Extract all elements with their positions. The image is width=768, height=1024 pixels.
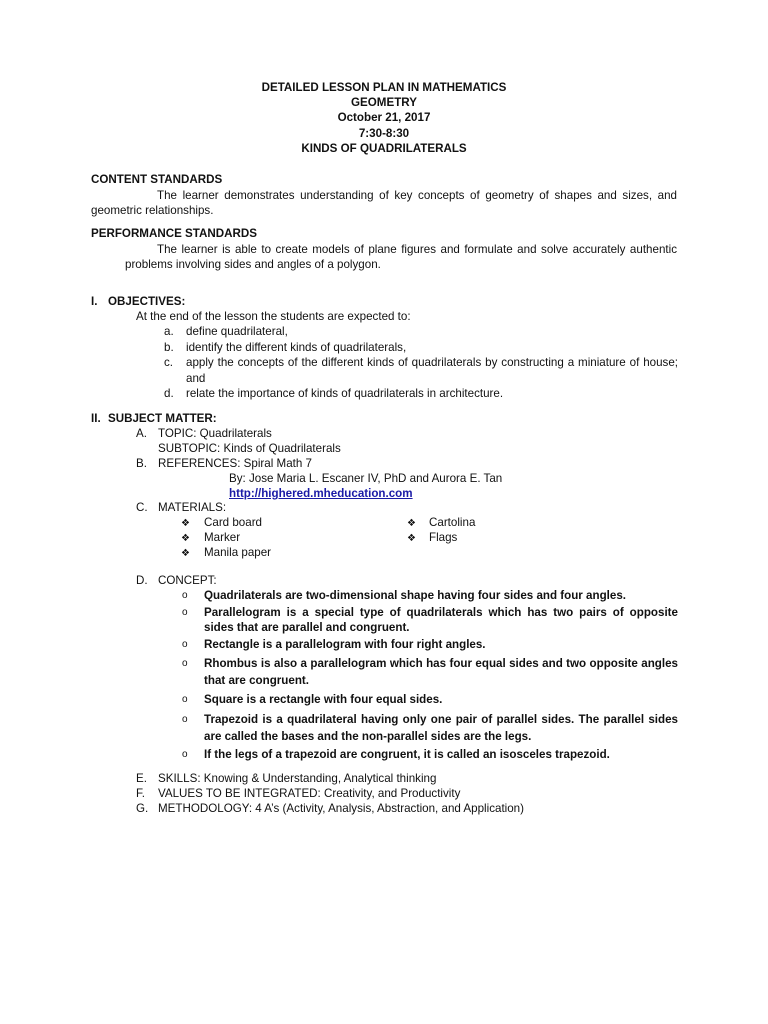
references: REFERENCES: Spiral Math 7: [158, 457, 312, 470]
objectives-number: I.: [91, 295, 98, 308]
objective-item: a. define quadrilateral,: [164, 325, 288, 338]
diamond-bullet-icon: ❖: [407, 533, 416, 544]
marker-e: E.: [136, 772, 147, 785]
subject: GEOMETRY: [351, 96, 417, 110]
time: 7:30-8:30: [358, 126, 410, 140]
material-item: Flags: [429, 531, 458, 544]
diamond-bullet-icon: ❖: [181, 533, 190, 544]
authors: By: Jose Maria L. Escaner IV, PhD and Aurora E. Tan: [229, 472, 503, 485]
content-standards-section: [91, 172, 677, 219]
concept-list: [182, 588, 678, 762]
objectives-intro: At the end of the lesson the students are expected to:: [136, 310, 411, 323]
methodology: METHODOLOGY: 4 A’s (Activity, Analysis, Abstraction, and Application): [158, 802, 524, 815]
document-header: [0, 80, 768, 156]
concept-heading: CONCEPT:: [158, 574, 217, 587]
concept-item: o Quadrilaterals are two-dimensional shape having four sides and four angles.: [182, 589, 626, 602]
concept-item: o Trapezoid is a quadrilateral having only one pair of parallel sides. The parallel sides are called the bases and the non-parallel sides are the legs.: [182, 712, 678, 743]
marker-c: C.: [136, 501, 148, 514]
marker-a: A.: [136, 427, 147, 440]
marker-f: F.: [136, 787, 146, 800]
marker-d: D.: [136, 574, 148, 587]
performance-standards-heading: PERFORMANCE STANDARDS: [91, 227, 257, 240]
topic: TOPIC: Quadrilaterals: [158, 427, 272, 440]
diamond-bullet-icon: ❖: [181, 548, 190, 559]
skills: SKILLS: Knowing & Understanding, Analytical thinking: [158, 772, 437, 785]
concept-item: o Parallelogram is a special type of quadrilaterals which has two pairs of opposite sides that are parallel and congruent.: [182, 605, 678, 634]
concept-item: o Rectangle is a parallelogram with four right angles.: [182, 637, 486, 651]
objective-item: c. apply the concepts of the different kinds of quadrilaterals by constructing a miniature of house; and: [164, 356, 678, 385]
performance-standards-text: The learner is able to create models of plane figures and formulate and solve accurately authentic problems involving sides and angles of a polygon.: [125, 242, 677, 271]
subject-matter-heading: SUBJECT MATTER:: [108, 412, 217, 425]
title: DETAILED LESSON PLAN IN MATHEMATICS: [261, 81, 507, 94]
objectives-list: [158, 324, 678, 402]
material-item: Card board: [204, 516, 263, 529]
values: VALUES TO BE INTEGRATED: Creativity, and Productivity: [158, 787, 461, 800]
date: October 21, 2017: [337, 111, 431, 125]
concept-item: o Rhombus is also a parallelogram which has four equal sides and two opposite angles that are congruent.: [182, 657, 678, 687]
subtopic: SUBTOPIC: Kinds of Quadrilaterals: [158, 442, 341, 455]
marker-g: G.: [136, 802, 149, 815]
materials-heading: MATERIALS:: [158, 501, 227, 514]
material-item: Marker: [204, 531, 241, 544]
material-item: Cartolina: [429, 516, 476, 529]
content-standards-heading: CONTENT STANDARDS: [91, 173, 223, 186]
subject-matter-number: II.: [91, 412, 101, 425]
diamond-bullet-icon: ❖: [181, 518, 190, 529]
performance-standards-section: [91, 226, 677, 273]
objectives-heading: OBJECTIVES:: [108, 295, 186, 308]
diamond-bullet-icon: ❖: [407, 518, 416, 529]
concept-item: o Square is a rectangle with four equal sides.: [182, 693, 443, 706]
lesson-title: KINDS OF QUADRILATERALS: [301, 141, 467, 155]
marker-b: B.: [136, 457, 147, 470]
material-item: Manila paper: [204, 546, 272, 559]
content-standards-text: The learner demonstrates understanding of key concepts of geometry of shapes and sizes, and geometric relationships.: [91, 188, 677, 217]
concept-item: o If the legs of a trapezoid are congruent, it is called an isosceles trapezoid.: [182, 747, 610, 761]
reference-link[interactable]: http://highered.mheducation.com: [229, 487, 413, 500]
objective-item: b. identify the different kinds of quadrilaterals,: [164, 340, 407, 354]
objective-item: d. relate the importance of kinds of quadrilaterals in architecture.: [164, 387, 504, 400]
